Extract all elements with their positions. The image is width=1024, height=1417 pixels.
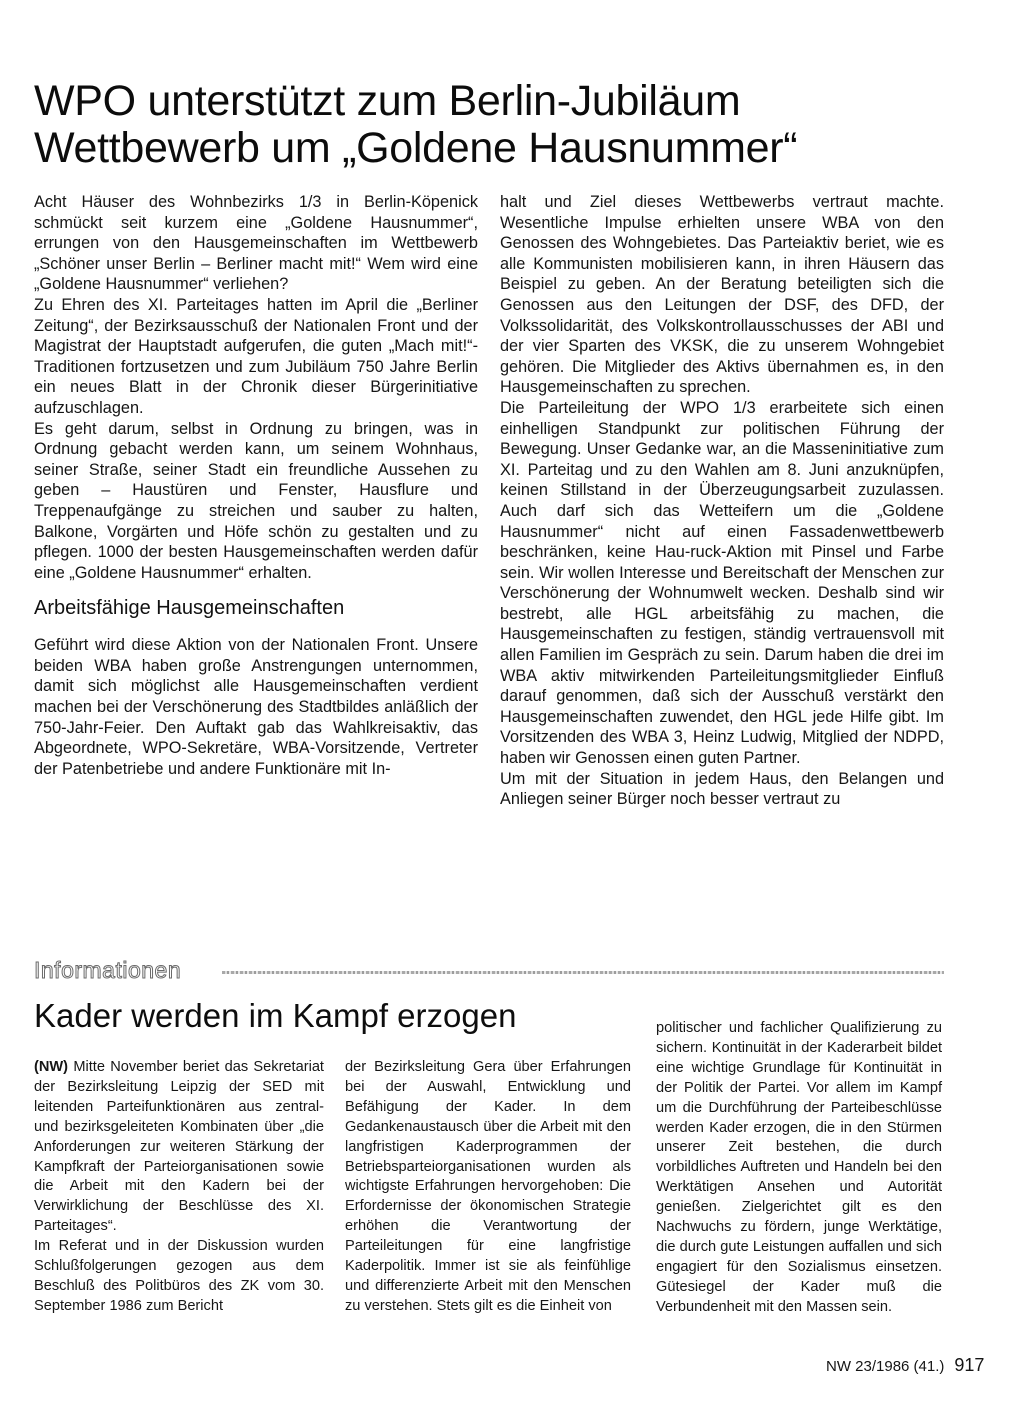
article-column-1 (34, 192, 478, 779)
news-paragraph: der Bezirksleitung Gera über Erfahrungen bei der Auswahl, Entwicklung und Befähigung der Kader. In dem Gedankenaustausch über die Arbeit mit den langfristigen Kaderprogrammen der Betriebsparteiorganisationen wurden als wichtigste Erfahrungen hervorgehoben: Die Erfordernisse der ökonomischen Strategie erhöhen die Verantwortung der Parteileitungen für eine langfristige Kaderpolitik. Immer ist sie als feinfühlige und differenzierte Arbeit mit den Menschen zu verstehen. Stets gilt es die Einheit von (345, 1059, 631, 1314)
body-paragraph: Um mit der Situation in jedem Haus, den Belangen und Anliegen seiner Bürger noch besser vertraut zu (500, 769, 944, 809)
article-title (34, 78, 934, 172)
issue-label: NW 23/1986 (41.) (826, 1358, 945, 1375)
body-paragraph: Es geht darum, selbst in Ordnung zu bringen, was in Ordnung gebacht werden kann, um seinem Wohnhaus, seiner Straße, seiner Stadt ein freundliche Aussehen zu geben – Haustüren und Fenster, Hausflure und Treppenaufgänge zu streichen und sauber zu halten, Balkone, Vorgärten und Höfe schön zu gestalten und zu pflegen. 1000 der besten Hausgemeinschaften werden dafür eine „Goldene Hausnummer“ erhalten. (34, 419, 478, 582)
news-paragraph: politischer und fachlicher Qualifizierung zu sichern. Kontinuität in der Kaderarbeit bildet eine wichtige Grundlage für Kontinuität in der Politik der Partei. Vor allem im Kampf um die Durchführung der Parteibeschlüsse werden Kader erzogen, die in den Stürmen unserer Zeit bestehen, die durch vorbildliches Auftreten und Handeln bei den Werktätigen Ansehen und Autorität genießen. Zielgerichtet gilt es den Nachwuchs zu fördern, junge Werktätige, die durch gute Leistungen auffallen und sich engagiert für den Sozialismus einsetzen. Gütesiegel der Kader muß die Verbundenheit mit den Massen sein. (656, 1020, 942, 1315)
news-paragraph: Im Referat und in der Diskussion wurden Schlußfolgerungen gezogen aus dem Beschluß des Politbüros des ZK vom 30. September 1986 zum Bericht (34, 1238, 324, 1314)
section-label: Informationen (34, 957, 182, 983)
article-column-2 (500, 192, 944, 810)
body-paragraph: Acht Häuser des Wohnbezirks 1/3 in Berlin-Köpenick schmückt seit kurzem eine „Goldene Hausnummer“, errungen von den Hausgemeinschaften im Wettbewerb „Schöner unser Berlin – Berliner macht mit!“ Wem wird eine „Goldene Hausnummer“ verliehen? (34, 193, 478, 294)
article-title-line-1: WPO unterstützt zum Berlin-Jubiläum (34, 77, 741, 125)
body-paragraph: halt und Ziel dieses Wettbewerbs vertraut machte. Wesentliche Impulse erhielten unsere WBA von den Genossen des Wohngebietes. Das Parteiaktiv beriet, wie es alle Kommunisten mobilisieren kann, in ihren Häusern das Beispiel zu geben. An der Beratung beteiligten sich die Genossen aus den Leitungen der DSF, des DFD, der Volkssolidarität, des Volkskontrollausschusses der ABI und der vier Sparten des VKSK, die zu unserem Wohngebiet gehören. Die Mitglieder des Aktivs übernahmen es, in den Hausgemeinschaften zu sprechen. (500, 193, 944, 397)
section-rule (222, 971, 944, 974)
news-column-2 (345, 1058, 631, 1317)
body-paragraph: Zu Ehren des XI. Parteitages hatten im April die „Berliner Zeitung“, der Bezirksausschuß der Nationalen Front und der Magistrat der Hauptstadt aufgerufen, die guten „Mach mit!“-Traditionen fortzusetzen und zum Jubiläum 750 Jahre Berlin ein neues Blatt in der Chronik dieser Bürgerinitiative aufzuschlagen. (34, 295, 478, 417)
body-paragraph: Die Parteileitung der WPO 1/3 erarbeitete sich einen einhelligen Standpunkt zur politischen Führung der Bewegung. Unser Gedanke war, an die Masseninitiative zum XI. Parteitag und zu den Wahlen am 8. Juni anzuknüpfen, keinen Stillstand in der Überzeugungsarbeit zuzulassen. Auch darf sich das Wetteifern um die „Goldene Hausnummer“ nicht auf einen Fassadenwettbewerb beschränken, keine Hau-ruck-Aktion mit Pinsel und Farbe sein. Wir wollen Interesse und Bereitschaft der Menschen zur Verschönerung der Wohnumwelt wecken. Deshalb sind wir bestrebt, alle HGL arbeitsfähig zu machen, die Hausgemeinschaften zu festigen, ständig vertrauensvoll mit allen Familien im Gespräch zu sein. Darum haben die drei im WBA aktiv mitwirkenden Parteileitungsmitglieder Einfluß darauf genommen, daß sich der Ausschuß verstärkt den Hausgemeinschaften zuwendet, den HGL jede Hilfe gibt. Im Vorsitzenden des WBA 3, Heinz Ludwig, Mitglied der NDPD, haben wir Genossen einen guten Partner. (500, 398, 944, 768)
news-column-1 (34, 1058, 324, 1317)
body-paragraph: Geführt wird diese Aktion von der Nationalen Front. Unsere beiden WBA haben große Anstrengungen unternommen, damit sich möglichst alle Hausgemeinschaften verdient machen bei der Verschönerung des Stadtbildes anläßlich der 750-Jahr-Feier. Den Auftakt gab das Wahlkreisaktiv, das Abgeordnete, WPO-Sekretäre, WBA-Vorsitzende, Vertreter der Patenbetriebe und andere Funktionäre mit In- (34, 636, 478, 778)
article-title-line-2: Wettbewerb um „Goldene Hausnummer“ (34, 124, 798, 172)
article-subheading: Arbeitsfähige Hausgemeinschaften (34, 597, 345, 620)
source-tag: (NW) (34, 1059, 69, 1075)
page-number: 917 (954, 1355, 985, 1375)
news-column-3 (656, 1019, 942, 1318)
news-title: Kader werden im Kampf erzogen (34, 997, 517, 1034)
news-paragraph (34, 1058, 324, 1237)
page-footer (826, 1355, 984, 1377)
news-lead-text: Mitte November beriet das Sekretariat der Bezirksleitung Leipzig der SED mit leitenden Parteifunktionären aus zentral- und bezirksgeleiteten Kombinaten über „die Anforderungen zur weiteren Stärkung der Kampfkraft der Parteiorganisationen sowie die Arbeit mit den Kadern bei der Verwirklichung der Beschlüsse des XI. Parteitages“. (34, 1059, 324, 1235)
section-header-bar (34, 956, 944, 984)
